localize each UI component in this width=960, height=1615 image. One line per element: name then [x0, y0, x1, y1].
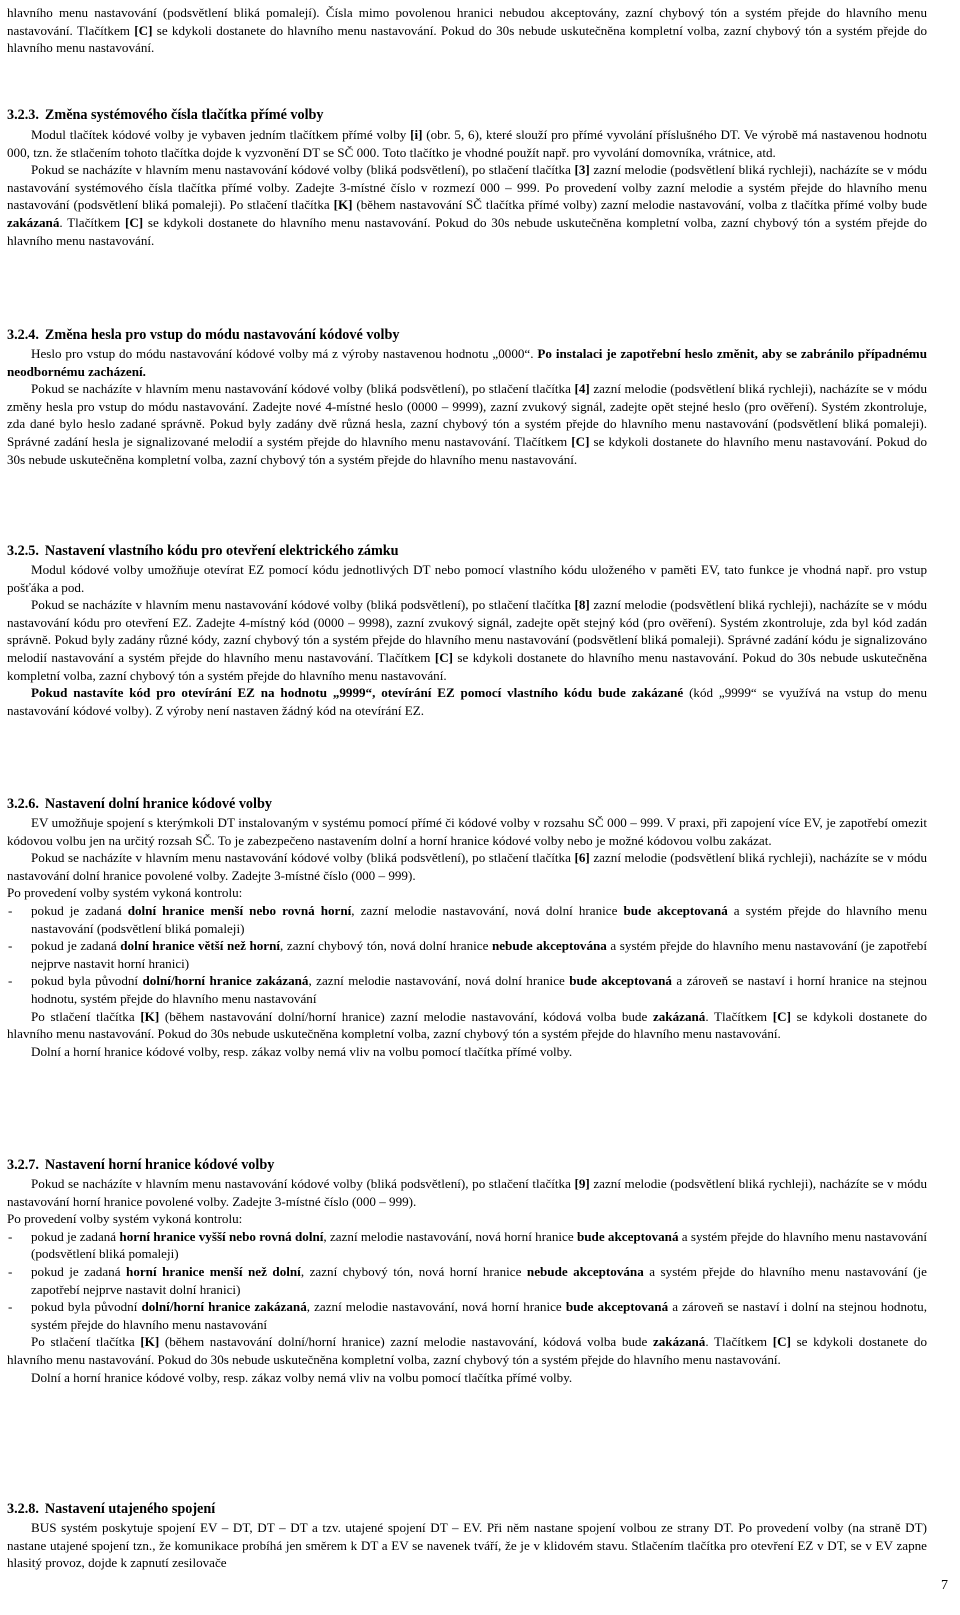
paragraph: Pokud se nacházíte v hlavním menu nastavování kódové volby (bliká podsvětlení), po stlačení tlačítka [8] zazní melodie (podsvětlení bliká rychleji), nacházíte se v módu nastavování kódu pro otevření EZ. Zadejte 4-místný kód (0000 – 9998), zazní zvukový signál, zadejte opět stejný kód (pro ověření). Systém zkontroluje, zda byl kód zadán správně. Pokud byly zadány různé kódy, zazní chybový tón a systém přejde do hlavního menu nastavování (podsvětlení bliká pomaleji). Správné zadání kódu je signalizováno melodií nastavování a systém přejde do hlavního menu nastavování. Tlačítkem [C] se kdykoli dostanete do hlavního menu nastavování. Pokud do 30s nebude uskutečněna kompletní volba, zazní chybový tón a systém přejde do hlavního menu nastavování. [7, 597, 928, 683]
paragraph: Dolní a horní hranice kódové volby, resp. zákaz volby nemá vliv na volbu pomocí tlačítka přímé volby. [31, 1369, 573, 1385]
section-title: Nastavení horní hranice kódové volby [44, 1157, 275, 1173]
paragraph: Dolní a horní hranice kódové volby, resp. zákaz volby nemá vliv na volbu pomocí tlačítka přímé volby. [31, 1043, 573, 1059]
list-item: - pokud je zadaná dolní hranice větší než horní, zazní chybový tón, nová dolní hranice nebude akceptována a systém přejde do hlavního menu nastavování (je zapotřebí nejprve nastavit horní hranici) [7, 937, 927, 972]
section-heading-3-2-6 [7, 795, 272, 813]
section-heading-3-2-3 [7, 106, 324, 124]
paragraph: Heslo pro vstup do módu nastavování kódové volby má z výroby nastavenou hodnotu „0000“. Po instalaci je zapotřební heslo změnit, aby se zabránilo případnému neodbornému zacházení. [7, 346, 927, 379]
check-list [7, 902, 927, 1008]
section-number: 3.2.5. [7, 543, 39, 559]
paragraph: Modul tlačítek kódové volby je vybaven jedním tlačítkem přímé volby [i] (obr. 5, 6), které slouží pro přímé vyvolání příslušného DT. Ve výrobě má nastavenou hodnotu 000, tzn. že stlačením tohoto tlačítka dojde k vyzvonění DT se SČ 000. Toto tlačítko je vhodné použít např. pro vyvolání domovníka, vrátnice, atd. [7, 127, 927, 160]
list-lead: Po provedení volby systém vykoná kontrolu: [7, 885, 243, 901]
paragraph: Pokud se nacházíte v hlavním menu nastavování kódové volby (bliká podsvětlení), po stlačení tlačítka [6] zazní melodie (podsvětlení bliká rychleji), nacházíte se v módu nastavování dolní hranice povolené volby. Zadejte 3-místné číslo (000 – 999). [7, 850, 928, 883]
section-body-3-2-7 [7, 1175, 927, 1386]
paragraph: EV umožňuje spojení s kterýmkoli DT instalovaným v systému pomocí přímé či kódové volby v rozsahu SČ 000 – 999. V praxi, při zapojení více EV, je zapotřebí omezit kódovou volbu jen na určitý rozsah SČ. To je zabezpečeno nastavením dolní a horní hranice kódové volby nebo je možné kódovou volbu zakázat. [7, 815, 927, 848]
section-title: Nastavení dolní hranice kódové volby [44, 796, 272, 812]
section-title: Změna systémového čísla tlačítka přímé volby [44, 107, 324, 123]
section-number: 3.2.6. [7, 796, 39, 812]
paragraph: Pokud se nacházíte v hlavním menu nastavování kódové volby (bliká podsvětlení), po stlačení tlačítka [4] zazní melodie (podsvětlení bliká rychleji), nacházíte se v módu změny hesla pro vstup do módu nastavování. Zadejte nové 4-místné heslo (0000 – 9999), zazní zvukový signál, zadejte opět stejné heslo (pro ověření). Systém zkontroluje, zda dané bylo heslo zadané správně. Pokud byly zadány dvě různá hesla, zazní chybový tón a systém přejde do hlavního menu nastavování (podsvětlení bliká pomaleji). Správné zadání hesla je signalizované melodií a systém přejde do hlavního menu nastavování. Tlačítkem [C] se kdykoli dostanete do hlavního menu nastavování. Pokud do 30s nebude uskutečněna kompletní volba, zazní chybový tón a systém přejde do hlavního menu nastavování. [7, 381, 928, 467]
list-item: - pokud byla původní dolní/horní hranice zakázaná, zazní melodie nastavování, nová dolní hranice bude akceptovaná a zároveň se nastaví i horní hranice na stejnou hodnotu, systém přejde do hlavního menu nastavování [7, 972, 927, 1007]
list-item: - pokud je zadaná horní hranice menší než dolní, zazní chybový tón, nová horní hranice nebude akceptována a systém přejde do hlavního menu nastavování (je zapotřebí nejprve nastavit dolní hranici) [7, 1263, 927, 1298]
section-body-3-2-4 [7, 345, 927, 468]
check-list [7, 1228, 927, 1334]
list-lead: Po provedení volby systém vykoná kontrolu: [7, 1211, 243, 1227]
section-body-3-2-5 [7, 561, 927, 719]
section-body-3-2-6 [7, 814, 927, 1060]
list-item: - pokud byla původní dolní/horní hranice zakázaná, zazní melodie nastavování, nová horní hranice bude akceptovaná a zároveň se nastaví i dolní na stejnou hodnotu, systém přejde do hlavního menu nastavování [7, 1298, 927, 1333]
paragraph: Pokud se nacházíte v hlavním menu nastavování kódové volby (bliká podsvětlení), po stlačení tlačítka [3] zazní melodie (podsvětlení bliká rychleji), nacházíte se v módu nastavování systémového čísla tlačítka přímé volby. Zadejte 3-místné číslo v rozmezí 000 – 999. Po provedení volby zazní melodie a systém přejde do hlavního menu nastavování (podsvětlení bliká pomaleji). Po stlačení tlačítka [K] (během nastavování SČ tlačítka přímé volby) zazní melodie nastavování, volba z tlačítka přímé volby bude zakázaná. Tlačítkem [C] se kdykoli dostanete do hlavního menu nastavování. Pokud do 30s nebude uskutečněna kompletní volba, zazní chybový tón a systém přejde do hlavního menu nastavování. [7, 162, 928, 248]
section-heading-3-2-5 [7, 542, 399, 560]
section-body-3-2-3 [7, 126, 927, 249]
page-number: 7 [941, 1578, 948, 1593]
section-heading-3-2-8 [7, 1500, 215, 1518]
section-body-3-2-8 [7, 1519, 927, 1572]
paragraph: Pokud se nacházíte v hlavním menu nastavování kódové volby (bliká podsvětlení), po stlačení tlačítka [9] zazní melodie (podsvětlení bliká rychleji), nacházíte se v módu nastavování horní hranice povolené volby. Zadejte 3-místné číslo (000 – 999). [7, 1176, 928, 1209]
list-item: - pokud je zadaná horní hranice vyšší nebo rovná dolní, zazní melodie nastavování, nová horní hranice bude akceptovaná a systém přejde do hlavního menu nastavování (podsvětlení bliká pomaleji) [7, 1228, 927, 1263]
section-title: Nastavení utajeného spojení [44, 1501, 216, 1517]
list-item: - pokud je zadaná dolní hranice menší nebo rovná horní, zazní melodie nastavování, nová dolní hranice bude akceptovaná a systém přejde do hlavního menu nastavování (podsvětlení bliká pomaleji) [7, 902, 927, 937]
paragraph: Pokud nastavíte kód pro otevírání EZ na hodnotu „9999“, otevírání EZ pomocí vlastního kódu bude zakázané (kód „9999“ se využívá na vstup do menu nastavování kódové volby). Z výroby není nastaven žádný kód na otevírání EZ. [7, 685, 927, 718]
paragraph: Po stlačení tlačítka [K] (během nastavování dolní/horní hranice) zazní melodie nastavování, kódová volba bude zakázaná. Tlačítkem [C] se kdykoli dostanete do hlavního menu nastavování. Pokud do 30s nebude uskutečněna kompletní volba, zazní chybový tón a systém přejde do hlavního menu nastavování. [7, 1008, 927, 1042]
paragraph: BUS systém poskytuje spojení EV – DT, DT – DT a tzv. utajené spojení DT – EV. Při něm nastane spojení volbou ze strany DT. Po provedení volby (na straně DT) nastane utajené spojení tzn., že komunikace probíhá jen směrem k DT a EV se navenek tváří, že je v klidovém stavu. Stlačením tlačítka pro otevření EZ v DT, se v EV zapne hlasitý provoz, dojde k zapnutí zesilovače [7, 1520, 927, 1571]
section-title: Změna hesla pro vstup do módu nastavování kódové volby [44, 327, 400, 343]
section-number: 3.2.8. [7, 1501, 39, 1517]
section-number: 3.2.3. [7, 107, 39, 123]
paragraph: Po stlačení tlačítka [K] (během nastavování dolní/horní hranice) zazní melodie nastavování, kódová volba bude zakázaná. Tlačítkem [C] se kdykoli dostanete do hlavního menu nastavování. Pokud do 30s nebude uskutečněna kompletní volba, zazní chybový tón a systém přejde do hlavního menu nastavování. [7, 1334, 927, 1367]
intro-paragraph [7, 4, 927, 57]
section-heading-3-2-7 [7, 1156, 274, 1174]
paragraph: Modul kódové volby umožňuje otevírat EZ pomocí kódu jednotlivých DT nebo pomocí vlastního kódu uloženého v paměti EV, tato funkce je vhodná např. pro vstup pošťáka a pod. [7, 562, 927, 595]
section-number: 3.2.4. [7, 327, 39, 343]
section-title: Nastavení vlastního kódu pro otevření elektrického zámku [44, 543, 399, 559]
section-number: 3.2.7. [7, 1157, 39, 1173]
section-heading-3-2-4 [7, 326, 399, 344]
intro-text: hlavního menu nastavování (podsvětlení bliká pomalejí). Čísla mimo povolenou hranici nebudou akceptovány, zazní chybový tón a systém přejde do hlavního menu nastavování. Tlačítkem [C] se kdykoli dostanete do hlavního menu nastavování. Pokud do 30s nebude uskutečněna kompletní volba, zazní chybový tón a systém přejde do hlavního menu nastavování. [7, 5, 927, 56]
